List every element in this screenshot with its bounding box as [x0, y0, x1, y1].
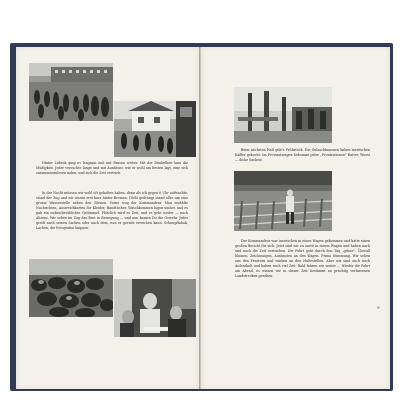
right-page	[201, 47, 390, 389]
photo-troops-in-wagon	[29, 259, 113, 317]
right-paragraph-2: Der Kommandeur war inzwischen in einen Wagen gekommen und hatte einen großen Bericht für sich. Jetzt sind wir zu zweit in einem Wagen und haben nach und nach die Zeit vertrieben. Die Fahrt geht durch den Tag „grüne". Überall blumen, Zeichnungen, Ausbauten an den Wagen. Prima Stimmung. Wir sehen aus den Fenstern und winken an den Haltestellen. Aber wir sind auch nach Aufenthalt und haben noch viel Zeit. Bald fahren wir weiter ... Wieder die Fahrt am Abend, es wissen wir in dieser Zeit bestimmt an prächtig verlassenen Landstrecken gesehen.	[235, 239, 370, 278]
photo-eating-in-railway-car	[114, 279, 196, 337]
photo-barracks-courtyard	[29, 63, 113, 121]
left-paragraph-1: Hinter Lübeck ging es langsam und mit Pausen weiter. Mit der Dunkelheit kam die Müdigkeit. Jeder versuchte lange und mit Ausdauer, wie er wohl am besten lagt, eine sich zusammenzulesen nahm, und sich die Zeit vertrieb.	[36, 161, 188, 175]
right-paragraph-1: Beim nächsten Halt gibt's Frühstück. Die Gulaschkanonen haben inzwischen Kaffee gekocht. Im Proviantwagen bekommt jeder „Frontrationen" Butter, Wurst — dicke Sachen!	[235, 148, 370, 162]
photo-men-by-wagon	[234, 87, 332, 143]
left-page	[16, 47, 199, 389]
photo-train-platform	[114, 101, 196, 157]
page-number: 9	[377, 305, 380, 310]
photo-soldier-on-tracks	[234, 171, 332, 231]
left-paragraph-2: In der Nacht müssen wir wohl oft gehalten haben, denn als ich gegen 6 Uhr aufwachte, stand der Zug und wir waren erst kurz hinter Bremen. Dicht gedrängt stand alles um eine grosse Wasserstelle neben den Gleisen. Vorne wog der Kommandeur. Man erzählte Nachrichten, Ausweichkarten für Kleider, Handtücher, Waschkommen lagen umher, und es gab ein unbeschreibliches Getümmel. Plötzlich wird es Zeit, und es geht weiter — nach Ahrens. Wir sehen im Zug das Brot in Bewegung — und nun kamen Du die Gewehr. Jeder greift nach seinen Sachen oder auch dem, was er gerade erreichen kann. Schnupftabak, Lachen, die Fotografen knipsen.	[36, 191, 188, 230]
